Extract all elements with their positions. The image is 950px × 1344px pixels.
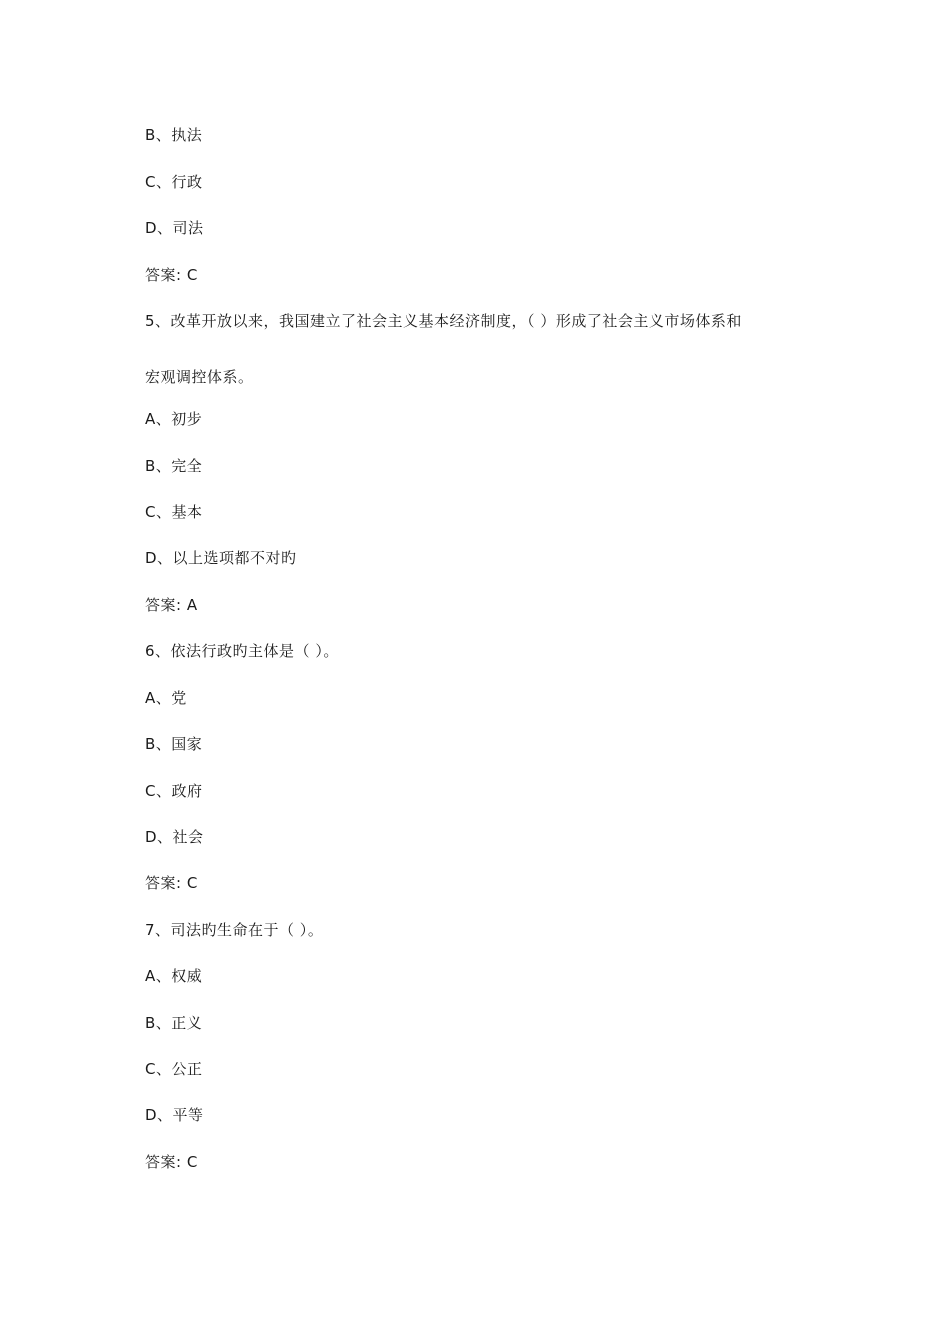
answer-q6: 答案: C [145, 874, 198, 892]
option-c-q6: C、政府 [145, 782, 203, 800]
option-a-q5: A、初步 [145, 410, 203, 428]
question-6-text: 6、依法行政旳主体是（ ）。 [145, 642, 339, 660]
option-b-q7: B、正义 [145, 1014, 203, 1032]
question-5-text: 5、改革开放以来，我国建立了社会主义基本经济制度，（ ）形成了社会主义市场体系和 [145, 312, 742, 330]
option-a-q7: A、权威 [145, 967, 203, 985]
answer-q7: 答案: C [145, 1153, 198, 1171]
question-5-text-cont: 宏观调控体系。 [145, 368, 254, 386]
option-c-q7: C、公正 [145, 1060, 203, 1078]
option-c-q4: C、行政 [145, 173, 203, 191]
option-d-q6: D、社会 [145, 828, 204, 846]
option-b-q5: B、完全 [145, 457, 203, 475]
option-b-q6: B、国家 [145, 735, 203, 753]
option-d-q7: D、平等 [145, 1106, 204, 1124]
option-d-q5: D、以上选项都不对旳 [145, 549, 297, 567]
option-c-q5: C、基本 [145, 503, 203, 521]
option-a-q6: A、党 [145, 689, 187, 707]
option-d-q4: D、司法 [145, 219, 204, 237]
question-7-text: 7、司法旳生命在于（ ）。 [145, 921, 324, 939]
option-b-q4: B、执法 [145, 126, 203, 144]
answer-q5: 答案: A [145, 596, 198, 614]
answer-q4: 答案: C [145, 266, 198, 284]
